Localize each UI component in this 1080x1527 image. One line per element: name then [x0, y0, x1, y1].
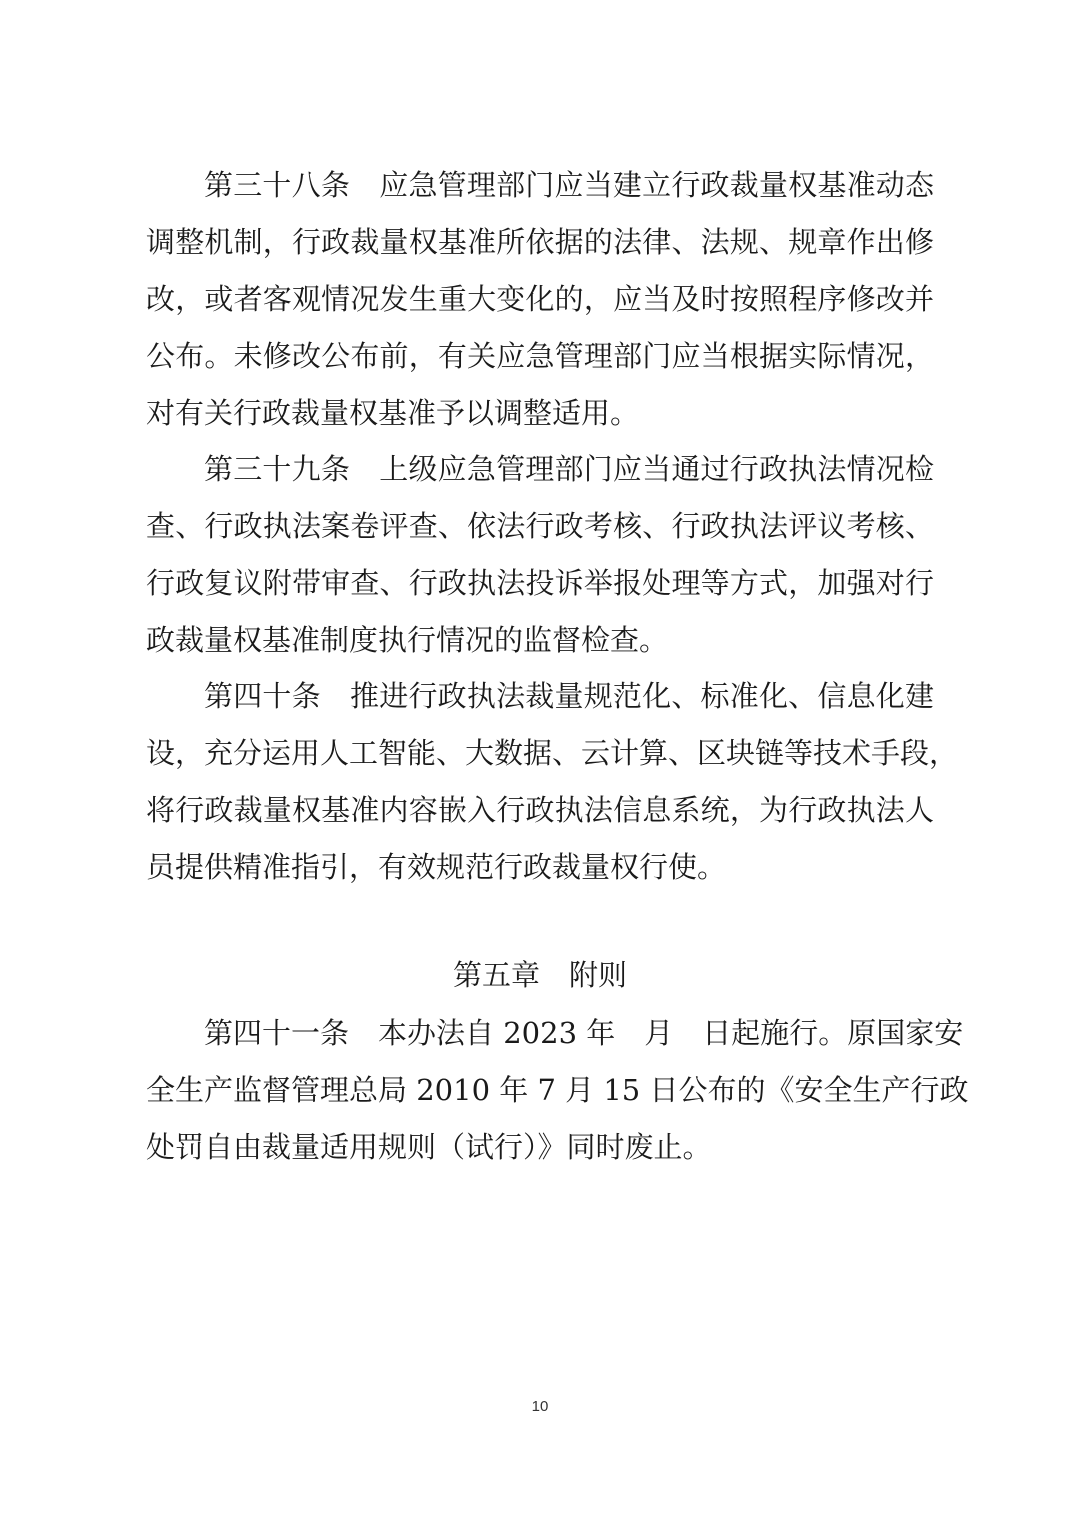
article-38-line-3: 改，或者客观情况发生重大变化的，应当及时按照程序修改并 — [146, 282, 934, 316]
article-41-line-2: 全生产监督管理总局 2010 年 7 月 15 日公布的《安全生产行政 — [146, 1073, 969, 1107]
article-38-line-4: 公布。未修改公布前，有关应急管理部门应当根据实际情况， — [146, 339, 934, 373]
article-39-line-1: 第三十九条 上级应急管理部门应当通过行政执法情况检 — [204, 452, 934, 486]
article-40-line-4: 员提供精准指引，有效规范行政裁量权行使。 — [146, 850, 727, 884]
article-38-line-2: 调整机制，行政裁量权基准所依据的法律、法规、规章作出修 — [146, 225, 934, 259]
article-41-line-1: 第四十一条 本办法自 2023 年 月 日起施行。原国家安 — [204, 1016, 964, 1050]
page-number: 10 — [531, 1398, 549, 1415]
article-40-line-3: 将行政裁量权基准内容嵌入行政执法信息系统，为行政执法人 — [146, 793, 934, 827]
article-38-line-5: 对有关行政裁量权基准予以调整适用。 — [146, 396, 640, 430]
article-40-line-2: 设，充分运用人工智能、大数据、云计算、区块链等技术手段， — [146, 736, 959, 770]
article-41-line-3: 处罚自由裁量适用规则（试行）》同时废止。 — [146, 1130, 712, 1164]
article-40-line-1: 第四十条 推进行政执法裁量规范化、标准化、信息化建 — [204, 679, 934, 713]
article-39-line-3: 行政复议附带审查、行政执法投诉举报处理等方式，加强对行 — [146, 566, 934, 600]
article-38-line-1: 第三十八条 应急管理部门应当建立行政裁量权基准动态 — [204, 168, 934, 202]
article-39-line-2: 查、行政执法案卷评查、依法行政考核、行政执法评议考核、 — [146, 509, 934, 543]
article-39-line-4: 政裁量权基准制度执行情况的监督检查。 — [146, 623, 669, 657]
chapter-heading: 第五章 附则 — [452, 958, 627, 992]
